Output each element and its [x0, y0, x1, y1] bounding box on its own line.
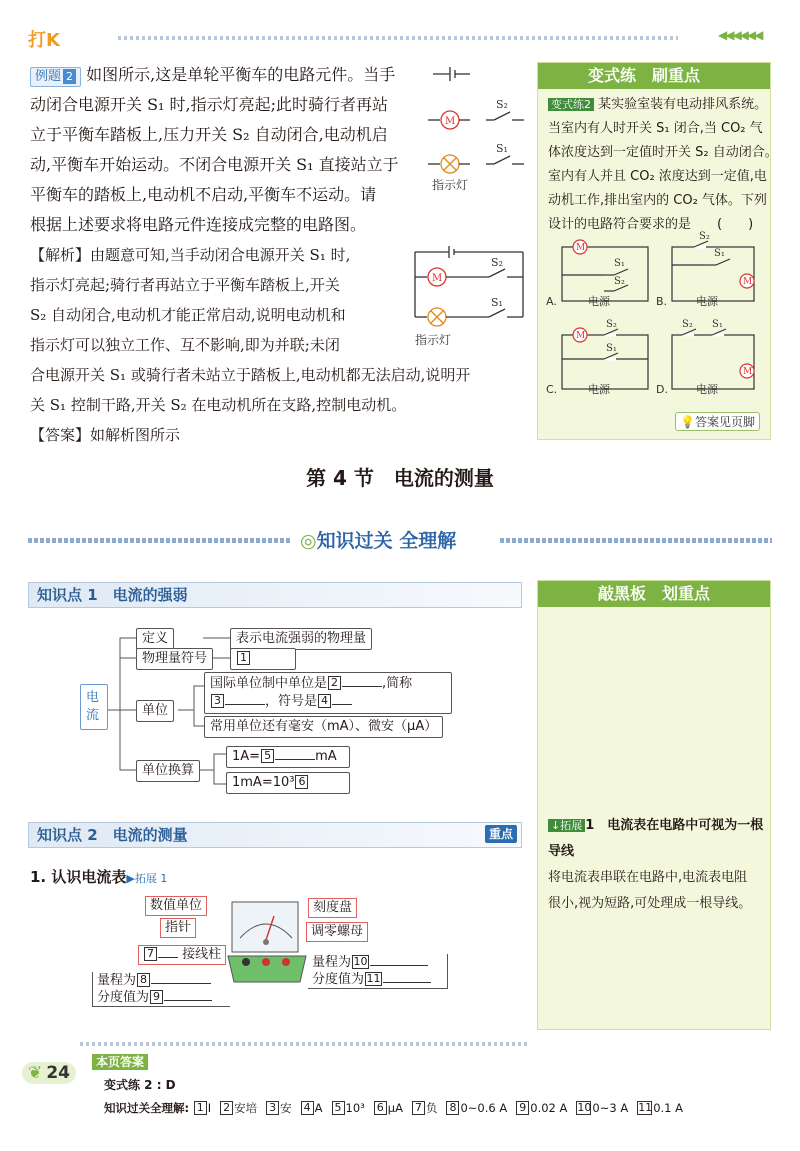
sub1-title: 1. 认识电流表▶拓展 1	[30, 868, 168, 886]
example-line-4: 动,平衡车开始运动。不闭合电源开关 S₁ 直接站立于	[30, 155, 399, 174]
components-figure	[428, 62, 533, 197]
ext-title: 电流表在电路中可视为一根导线	[548, 818, 764, 859]
svg-text:S₂: S₂	[682, 319, 693, 330]
svg-text:S₁: S₁	[714, 248, 725, 259]
callout-unit: 数值单位	[145, 896, 207, 916]
callout-left-range: 量程为 8 分度值为 9	[92, 972, 230, 1007]
option-c: C.	[546, 383, 558, 396]
svg-text:S₂: S₂	[699, 231, 710, 242]
practice-circuits	[544, 231, 768, 414]
ext-link[interactable]: ▶拓展 1	[126, 872, 168, 885]
option-d: D.	[656, 383, 668, 396]
answer-item: 9 0.02 A	[515, 1101, 567, 1115]
example-line-6: 根据上述要求将电路元件连接成完整的电路图。	[30, 215, 367, 234]
analysis-line-1: 由题意可知,当手动闭合电源开关 S₁ 时,	[90, 246, 351, 264]
svg-text:M: M	[576, 331, 586, 341]
answer-text: 如解析图所示	[90, 426, 181, 444]
header-arrows: ◀◀◀◀◀◀	[718, 28, 762, 42]
answer-item: 110.1 A	[638, 1101, 683, 1115]
unit-common: 常用单位还有毫安（mA）、微安（μA）	[204, 716, 443, 738]
unit-label: 单位	[136, 700, 174, 722]
answer-item: 5 10³	[331, 1101, 365, 1115]
callout-pointer: 指针	[160, 918, 196, 938]
banner-line-right	[500, 538, 772, 543]
kp1-mindmap	[28, 612, 528, 802]
answer-item: 2 安培	[219, 1100, 257, 1116]
brand-logo: 打K	[28, 30, 60, 51]
analysis-label: 【解析】	[30, 246, 91, 264]
svg-text:M: M	[576, 243, 586, 253]
symbol-label: 物理量符号	[136, 648, 213, 670]
key-badge: 重点	[485, 825, 517, 843]
analysis-line-5: 合电源开关 S₁ 或骑行者未站立于踏板上,电动机都无法启动,说明开	[30, 366, 471, 384]
kp1-header: 知识点 1 电流的强弱	[28, 582, 522, 608]
answers-line-2: 知识过关全理解: 1 I 2 安培 3 安 4 A 5 10³ 6 μA 7 负 8 0~0.6 A 9 0.02 A 100~3 A 110.1 A	[104, 1101, 683, 1115]
practice-panel	[537, 62, 778, 440]
banner-title: ◎知识过关 全理解	[300, 530, 457, 552]
example-line-2: 动闭合电源开关 S₁ 时,指示灯亮起;此时骑行者再站	[30, 95, 389, 114]
practice-line-2: 当室内有人时开关 S₁ 闭合,当 CO₂ 气	[548, 121, 763, 136]
footer-rule	[80, 1042, 530, 1046]
svg-text:S₂: S₂	[491, 256, 503, 269]
svg-text:电源: 电源	[696, 295, 718, 308]
practice-header: 变式练 刷重点	[538, 63, 770, 89]
switch-s1-label: S₁	[496, 142, 508, 155]
svg-text:电源: 电源	[588, 295, 610, 308]
def-value: 表示电流强弱的物理量	[230, 628, 372, 650]
practice-line-5: 动机工作,排出室内的 CO₂ 气体。下列	[548, 193, 767, 208]
practice-tag: 变式练2	[548, 98, 594, 111]
leaf-icon: ❦	[28, 1063, 43, 1083]
answer-item: 3 安	[265, 1100, 292, 1116]
answer-item: 8 0~0.6 A	[445, 1101, 507, 1115]
practice-line-1: 某实验室装有电动排风系统。	[598, 97, 768, 112]
conv-1: 1A= 5 mA	[226, 746, 350, 768]
answers-line-1: 变式练 2 : D	[104, 1078, 176, 1092]
conv-2: 1mA=10³ 6	[226, 772, 350, 794]
svg-text:S₁: S₁	[614, 258, 625, 269]
blackboard-panel: 敲黑板 划重点 ↓拓展 1 电流表在电路中可视为一根导线 将电流表串联在电路中,电流表电阻 很小,视为短路,可处理成一根导线。	[537, 580, 771, 1030]
answer-footer-link[interactable]: 💡答案见页脚	[675, 412, 760, 431]
page-number: ❦ 24	[22, 1062, 76, 1084]
svg-text:M: M	[743, 367, 753, 377]
ammeter-figure	[226, 896, 310, 996]
answer-item: 4 A	[300, 1101, 323, 1115]
banner-line-left	[28, 538, 290, 543]
option-b: B.	[656, 295, 668, 308]
def-label: 定义	[136, 628, 174, 650]
svg-text:电源: 电源	[588, 383, 610, 396]
answer-label: 【答案】	[30, 426, 91, 444]
switch-s2-label: S₂	[496, 98, 508, 111]
svg-text:M: M	[743, 277, 753, 287]
motor-m-label: M	[445, 116, 456, 127]
banner-icon: ◎	[300, 530, 317, 552]
callout-right-range: 量程为 10 分度值为 11	[308, 954, 448, 989]
analysis-line-2: 指示灯亮起;骑行者再站立于平衡车踏板上,开关	[30, 276, 340, 294]
option-a: A.	[546, 295, 557, 308]
svg-text:S₂: S₂	[614, 276, 625, 287]
svg-text:S₁: S₁	[606, 343, 617, 354]
callout-terminal: 7 接线柱	[138, 945, 226, 965]
conv-label: 单位换算	[136, 760, 200, 782]
header-dots	[118, 36, 678, 40]
symbol-blank: 1	[230, 648, 296, 670]
ext-tag: ↓拓展	[548, 819, 585, 832]
analysis-line-3: S₂ 自动闭合,电动机才能正常启动,说明电动机和	[30, 306, 346, 324]
practice-line-3: 体浓度达到一定值时开关 S₂ 自动闭合。	[548, 145, 778, 160]
answer-item: 1 I	[193, 1101, 211, 1115]
callout-dial: 刻度盘	[308, 898, 357, 918]
callout-zero: 调零螺母	[306, 922, 368, 942]
ext-body-1: 将电流表串联在电路中,电流表电阻	[548, 870, 748, 885]
svg-text:S₂: S₂	[606, 319, 617, 330]
example-line-1: 如图所示,这是单轮平衡车的电路元件。当手	[86, 65, 396, 84]
analysis-figure	[405, 242, 535, 350]
example-line-5: 平衡车的踏板上,电动机不启动,平衡车不运动。请	[30, 185, 377, 204]
unit-si-box: 国际单位制中单位是 2 ,简称 3 ，符号是 4	[204, 672, 452, 714]
page-header	[28, 26, 780, 51]
practice-line-6: 设计的电路符合要求的是 ( )	[548, 217, 754, 232]
practice-line-4: 室内有人并且 CO₂ 浓度达到一定值,电	[548, 169, 767, 184]
analysis-line-6: 关 S₁ 控制干路,开关 S₂ 在电动机所在支路,控制电动机。	[30, 396, 407, 414]
kp2-header: 知识点 2 电流的测量 重点	[28, 822, 522, 848]
example-line-3: 立于平衡车踏板上,压力开关 S₂ 自动闭合,电动机启	[30, 125, 388, 144]
svg-text:S₁: S₁	[491, 296, 503, 309]
svg-text:指示灯: 指示灯	[415, 333, 452, 347]
section-title: 第 4 节 电流的测量	[306, 466, 494, 490]
svg-text:电源: 电源	[696, 383, 718, 396]
answers-title: 本页答案	[92, 1054, 148, 1070]
answer-item: 100~3 A	[577, 1101, 629, 1115]
analysis-line-4: 指示灯可以独立工作、互不影响,即为并联;未闭	[30, 336, 340, 354]
example-tag: 例题 2	[30, 67, 81, 87]
answer-item: 6 μA	[373, 1101, 403, 1115]
blackboard-header: 敲黑板 划重点	[538, 581, 770, 607]
mindmap-root: 电流	[80, 684, 108, 730]
ext-body-2: 很小,视为短路,可处理成一根导线。	[548, 896, 752, 911]
indicator-label: 指示灯	[432, 178, 469, 192]
svg-text:S₁: S₁	[712, 319, 723, 330]
answer-item: 7 负	[411, 1100, 438, 1116]
svg-text:M: M	[432, 273, 443, 284]
